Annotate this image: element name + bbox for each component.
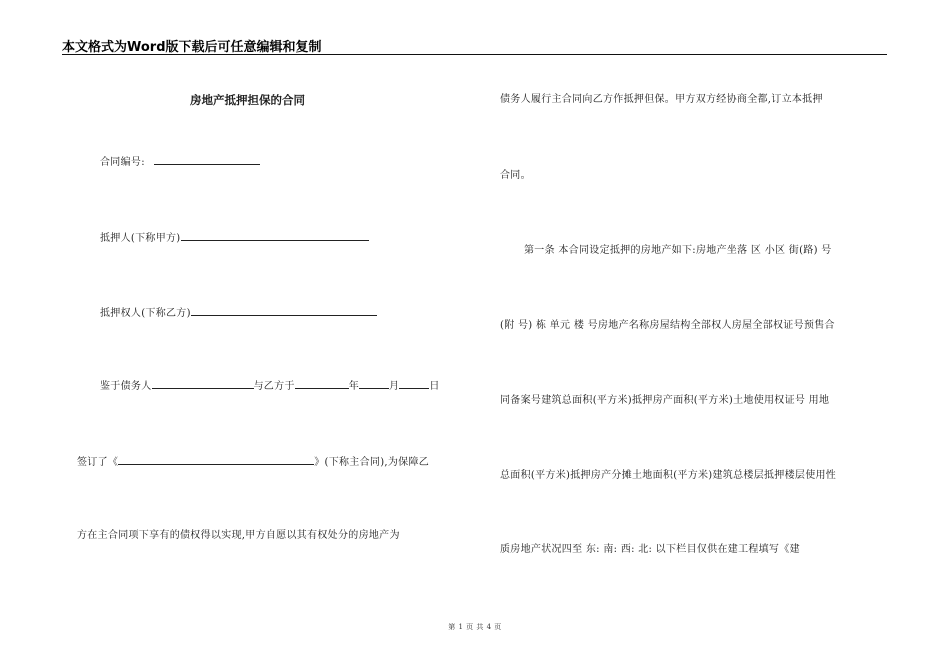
signed-line bbox=[77, 455, 429, 469]
contract-number-label: 合同编号: bbox=[100, 157, 145, 168]
mortgagee-label: 抵押权人(下称乙方) bbox=[100, 308, 191, 319]
body-line: 方在主合同项下享有的债权得以实现,甲方自愿以其有权处分的房地产为 bbox=[77, 530, 400, 541]
page-number: 第 1 页 共 4 页 bbox=[448, 623, 502, 631]
header-text: 本文格式为Word版下载后可任意编辑和复制 bbox=[62, 40, 322, 55]
mortgagee-blank bbox=[191, 306, 377, 316]
signed-prefix: 签订了《 bbox=[77, 457, 119, 468]
day-label: 日 bbox=[429, 381, 440, 392]
document-title: 房地产抵押担保的合同 bbox=[190, 93, 305, 107]
month-label: 月 bbox=[389, 381, 400, 392]
month-blank bbox=[359, 379, 389, 389]
right-line-5: 同备案号建筑总面积(平方米)抵押房产面积(平方米)土地使用权证号 用地 bbox=[500, 395, 830, 406]
mortgagor-label: 抵押人(下称甲方) bbox=[100, 233, 181, 244]
mortgagee-line bbox=[100, 306, 377, 320]
mortgagor-line bbox=[100, 231, 369, 245]
debtor-blank bbox=[152, 379, 254, 389]
recital-date-label: 与乙方于 bbox=[253, 381, 295, 392]
right-line-3: 第一条 本合同设定抵押的房地产如下:房地产坐落 区 小区 街(路) 号 bbox=[524, 245, 832, 256]
year-label: 年 bbox=[348, 381, 360, 392]
main-contract-blank bbox=[118, 455, 314, 465]
signed-suffix: 》(下称主合同),为保障乙 bbox=[314, 457, 430, 468]
right-line-1: 债务人履行主合同向乙方作抵押但保。甲方双方经协商全都,订立本抵押 bbox=[500, 94, 823, 105]
right-line-4: (附 号) 栋 单元 楼 号房地产名称房屋结构全部权人房屋全部权证号预售合 bbox=[500, 320, 835, 331]
contract-number-line bbox=[100, 155, 260, 169]
day-blank bbox=[399, 379, 429, 389]
recital-line bbox=[100, 379, 440, 393]
page-header bbox=[62, 34, 887, 55]
recital-debtor-label: 鉴于债务人 bbox=[100, 381, 152, 392]
right-line-6: 总面积(平方米)抵押房产分摊土地面积(平方米)建筑总楼层抵押楼层使用性 bbox=[500, 470, 837, 481]
mortgagor-blank bbox=[181, 231, 369, 241]
right-line-2: 合同。 bbox=[500, 170, 531, 181]
contract-number-blank bbox=[154, 155, 260, 165]
right-line-7: 质房地产状况四至 东: 南: 西: 北: 以下栏目仅供在建工程填写《建 bbox=[500, 544, 800, 555]
year-blank bbox=[295, 379, 349, 389]
